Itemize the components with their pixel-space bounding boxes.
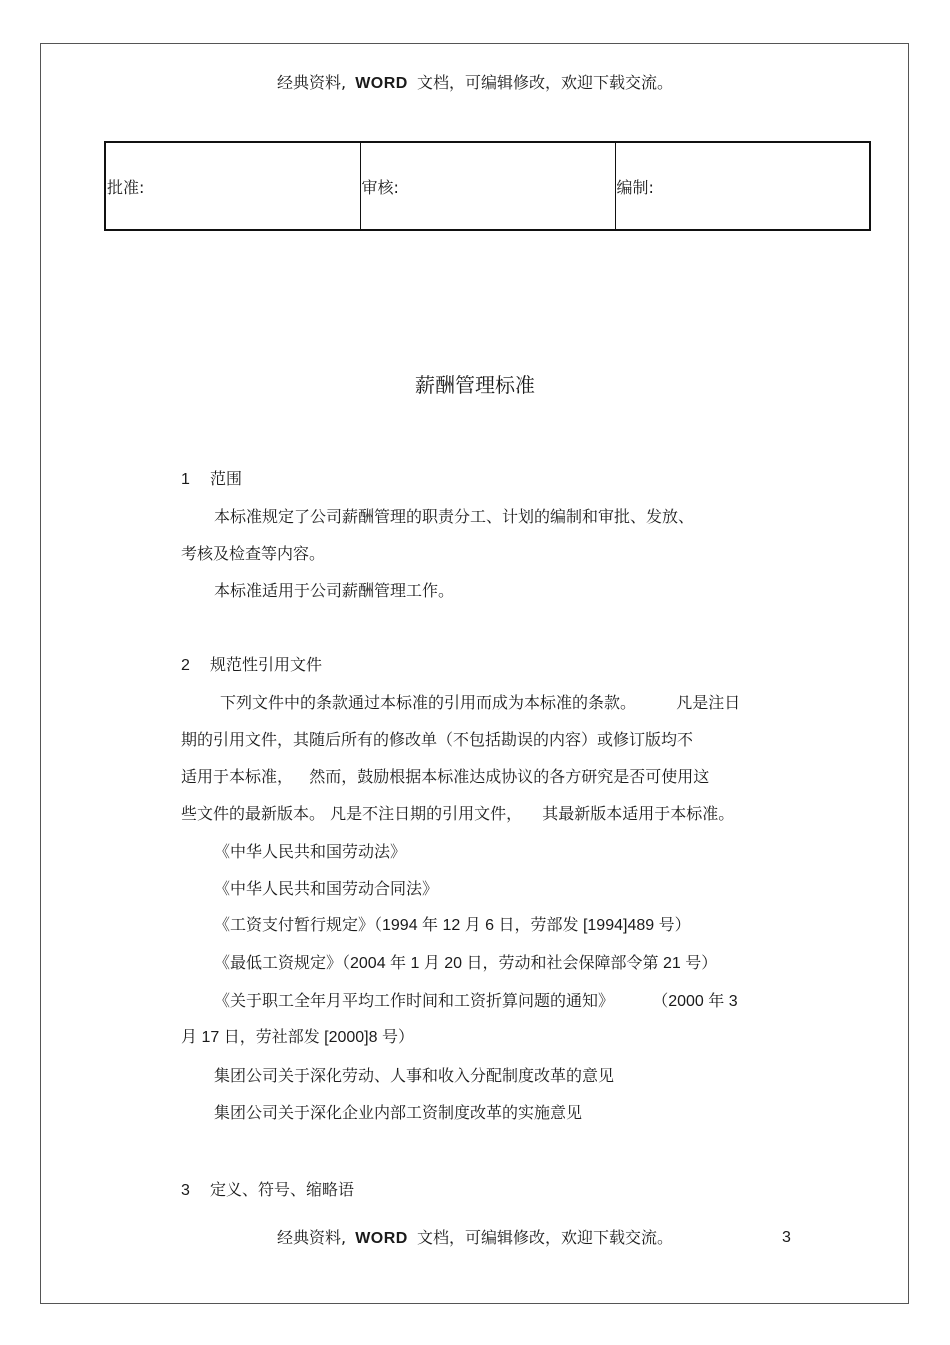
s2-para-line1-a: 下列文件中的条款通过本标准的引用而成为本标准的条款。 [220,693,637,712]
footer-word: WORD [355,1230,408,1247]
footer-text-post: 文档，可编辑修改，欢迎下载交流。 [416,1228,673,1247]
header-word: WORD [355,75,408,92]
ref-minimum-wage: 《最低工资规定》（2004 年 1 月 20 日，劳动和社会保障部令第 21 号） [214,955,718,972]
page-number: 3 [782,1229,791,1246]
ref-labor-law: 《中华人民共和国劳动法》 [214,842,407,861]
s2-para-line3-a: 适用于本标准， [181,767,294,786]
approve-cell: 批准: [105,142,360,230]
ref-group-labor-reform: 集团公司关于深化劳动、人事和收入分配制度改革的意见 [214,1066,615,1085]
ref-working-time-notice-a: 《关于职工全年月平均工作时间和工资折算问题的通知》 [214,991,615,1010]
s2-para-line1 [220,693,740,713]
header-text-pre: 经典资料, [277,73,347,92]
s1-para1-line1: 本标准规定了公司薪酬管理的职责分工、计划的编制和审批、发放、 [214,507,695,526]
section-3-number: 3 [181,1182,190,1199]
section-2-number: 2 [181,657,190,674]
ref-working-time-notice [214,991,738,1012]
section-3-title: 定义、符号、缩略语 [210,1180,355,1199]
s2-para-line1-b: 凡是注日 [676,693,741,712]
ref-group-wage-reform: 集团公司关于深化企业内部工资制度改革的实施意见 [214,1103,583,1122]
s1-para2: 本标准适用于公司薪酬管理工作。 [214,581,455,600]
s2-para-line3-b: 然而，鼓励根据本标准达成协议的各方研究是否可使用这 [309,767,710,786]
document-title: 薪酬管理标准 [415,373,535,397]
s2-para-line3 [181,767,709,787]
signature-table [104,141,871,231]
section-1-number: 1 [181,471,190,488]
section-1-title: 范围 [210,469,243,488]
section-3-heading [181,1180,354,1201]
page-header [0,73,950,94]
s2-para-line2: 期的引用文件，其随后所有的修改单（不包括勘误的内容）或修订版均不 [181,730,694,749]
ref-working-time-notice-b: （2000 年 3 [652,993,738,1010]
ref-working-time-notice-c: 月 17 日，劳社部发 [2000]8 号） [181,1029,414,1046]
page-footer [0,1228,950,1249]
s1-para1-line2: 考核及检查等内容。 [181,544,326,563]
section-2-heading [181,655,322,676]
header-text-post: 文档，可编辑修改，欢迎下载交流。 [416,73,673,92]
s2-para-line4-b: 其最新版本适用于本标准。 [542,804,735,823]
ref-wage-payment: 《工资支付暂行规定》（1994 年 12 月 6 日，劳部发 [1994]489 号） [214,917,691,934]
compile-cell: 编制: [615,142,870,230]
section-1-heading [181,469,242,490]
review-cell: 审核: [360,142,615,230]
signature-row [105,142,870,230]
section-2-title: 规范性引用文件 [210,655,323,674]
footer-text-pre: 经典资料, [277,1228,347,1247]
s2-para-line4-a: 些文件的最新版本。 凡是不注日期的引用文件， [181,804,523,823]
s2-para-line4 [181,804,734,824]
ref-labor-contract-law: 《中华人民共和国劳动合同法》 [214,879,439,898]
